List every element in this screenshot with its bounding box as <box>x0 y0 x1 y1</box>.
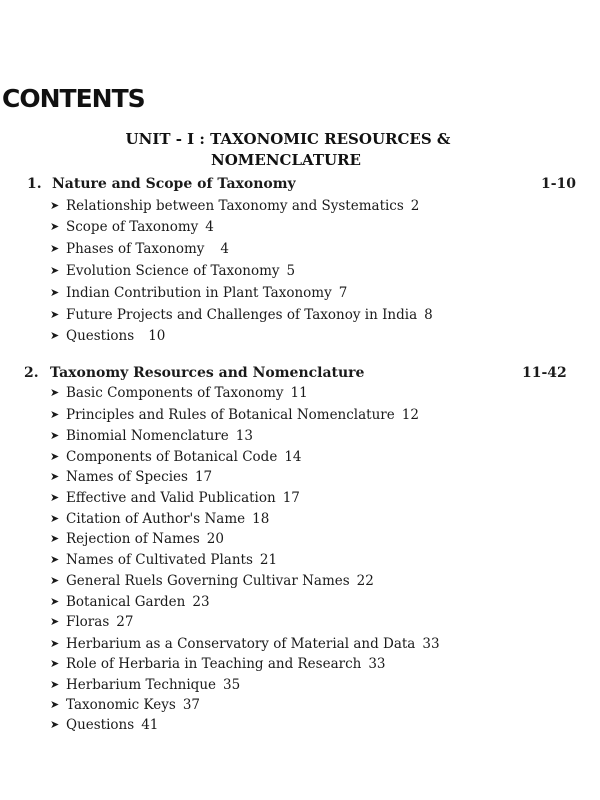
entry-page: 12 <box>401 407 419 423</box>
toc-entry <box>50 449 302 469</box>
toc-entry <box>50 531 224 551</box>
toc-entry <box>50 219 214 239</box>
toc-entry <box>50 697 200 717</box>
chapter-title: Nature and Scope of Taxonomy <box>52 176 296 192</box>
toc-entry <box>50 552 277 572</box>
toc-entry <box>50 594 210 614</box>
arrow-bullet-icon: ➤ <box>50 698 60 711</box>
chapter-title: Taxonomy Resources and Nomenclature <box>50 365 365 381</box>
arrow-bullet-icon: ➤ <box>50 553 60 566</box>
entry-title: Phases of Taxonomy <box>66 241 205 257</box>
entry-page: 22 <box>356 573 374 589</box>
toc-entry <box>50 511 269 531</box>
chapter-1-heading <box>0 176 600 196</box>
toc-entry <box>50 328 165 348</box>
entry-title: Questions <box>66 717 135 733</box>
entry-page: 4 <box>220 241 229 257</box>
arrow-bullet-icon: ➤ <box>50 264 60 277</box>
toc-entry <box>50 677 240 697</box>
arrow-bullet-icon: ➤ <box>50 242 60 255</box>
entry-title: Future Projects and Challenges of Taxonoy in India <box>66 307 418 323</box>
entry-title: Components of Botanical Code <box>66 449 278 465</box>
entry-title: Taxonomic Keys <box>66 697 176 713</box>
entry-page: 37 <box>182 697 200 713</box>
arrow-bullet-icon: ➤ <box>50 637 60 650</box>
entry-page: 17 <box>282 490 300 506</box>
entry-title: Names of Species <box>66 469 188 485</box>
entry-page: 10 <box>148 328 166 344</box>
unit-heading-line-1: UNIT - I : TAXONOMIC RESOURCES & <box>125 130 451 148</box>
entry-title: Role of Herbaria in Teaching and Research <box>66 656 362 672</box>
entry-page: 7 <box>338 285 348 301</box>
arrow-bullet-icon: ➤ <box>50 220 60 233</box>
arrow-bullet-icon: ➤ <box>50 574 60 587</box>
toc-entry <box>50 241 229 261</box>
entry-title: Herbarium Technique <box>66 677 217 693</box>
entry-page: 33 <box>422 636 440 652</box>
entry-page: 33 <box>368 656 386 672</box>
entry-title: Floras <box>66 614 110 630</box>
page-title: CONTENTS <box>2 84 145 113</box>
entry-page: 17 <box>194 469 213 485</box>
entry-title: Binomial Nomenclature <box>66 428 229 444</box>
chapter-number: 1. <box>27 176 42 192</box>
arrow-bullet-icon: ➤ <box>50 286 60 299</box>
arrow-bullet-icon: ➤ <box>50 615 60 628</box>
toc-entry <box>50 656 386 676</box>
entry-title: Principles and Rules of Botanical Nomenclature <box>66 407 395 423</box>
entry-page: 14 <box>284 449 302 465</box>
entry-title: Effective and Valid Publication <box>66 490 276 506</box>
entry-page: 21 <box>259 552 278 568</box>
arrow-bullet-icon: ➤ <box>50 429 60 442</box>
chapter-pages: 11-42 <box>522 365 567 381</box>
arrow-bullet-icon: ➤ <box>50 512 60 525</box>
entry-page: 20 <box>206 531 224 547</box>
toc-entry <box>50 717 158 737</box>
entry-page: 8 <box>424 307 433 323</box>
arrow-bullet-icon: ➤ <box>50 329 60 342</box>
entry-title: Questions <box>66 328 135 344</box>
arrow-bullet-icon: ➤ <box>50 718 60 731</box>
entry-page: 27 <box>116 614 134 630</box>
arrow-bullet-icon: ➤ <box>50 678 60 691</box>
entry-title: Botanical Garden <box>66 594 186 610</box>
arrow-bullet-icon: ➤ <box>50 450 60 463</box>
toc-entry <box>50 285 347 305</box>
entry-page: 13 <box>235 428 253 444</box>
entry-page: 2 <box>410 198 420 214</box>
entry-page: 4 <box>205 219 214 235</box>
entry-page: 11 <box>290 385 308 401</box>
toc-entry <box>50 198 419 218</box>
chapter-number: 2. <box>24 365 39 381</box>
entry-title: Indian Contribution in Plant Taxonomy <box>66 285 332 301</box>
entry-page: 35 <box>223 677 241 693</box>
arrow-bullet-icon: ➤ <box>50 491 60 504</box>
entry-title: Citation of Author's Name <box>66 511 246 527</box>
entry-page: 41 <box>141 717 159 733</box>
chapter-pages: 1-10 <box>541 176 577 192</box>
toc-entry <box>50 263 295 283</box>
arrow-bullet-icon: ➤ <box>50 386 60 399</box>
toc-entry <box>50 490 300 510</box>
entry-title: General Ruels Governing Cultivar Names <box>66 573 350 589</box>
arrow-bullet-icon: ➤ <box>50 532 60 545</box>
arrow-bullet-icon: ➤ <box>50 408 60 421</box>
toc-entry <box>50 614 133 634</box>
entry-title: Basic Components of Taxonomy <box>66 385 284 401</box>
toc-entry <box>50 573 374 593</box>
entry-title: Scope of Taxonomy <box>66 219 199 235</box>
arrow-bullet-icon: ➤ <box>50 308 60 321</box>
entry-page: 18 <box>252 511 270 527</box>
arrow-bullet-icon: ➤ <box>50 199 60 212</box>
toc-entry <box>50 428 253 448</box>
entry-title: Evolution Science of Taxonomy <box>66 263 280 279</box>
entry-page: 5 <box>286 263 296 279</box>
toc-entry <box>50 636 440 656</box>
entry-title: Relationship between Taxonomy and Systematics <box>66 198 404 214</box>
toc-entry <box>50 407 419 427</box>
toc-entry <box>50 307 433 327</box>
chapter-2-heading <box>0 365 600 385</box>
entry-title: Herbarium as a Conservatory of Material and Data <box>66 636 416 652</box>
entry-title: Rejection of Names <box>66 531 200 547</box>
arrow-bullet-icon: ➤ <box>50 470 60 483</box>
entry-page: 23 <box>192 594 210 610</box>
entry-title: Names of Cultivated Plants <box>66 552 253 568</box>
toc-entry <box>50 469 212 489</box>
unit-heading-line-2: NOMENCLATURE <box>211 151 361 169</box>
arrow-bullet-icon: ➤ <box>50 595 60 608</box>
toc-entry <box>50 385 308 405</box>
arrow-bullet-icon: ➤ <box>50 657 60 670</box>
